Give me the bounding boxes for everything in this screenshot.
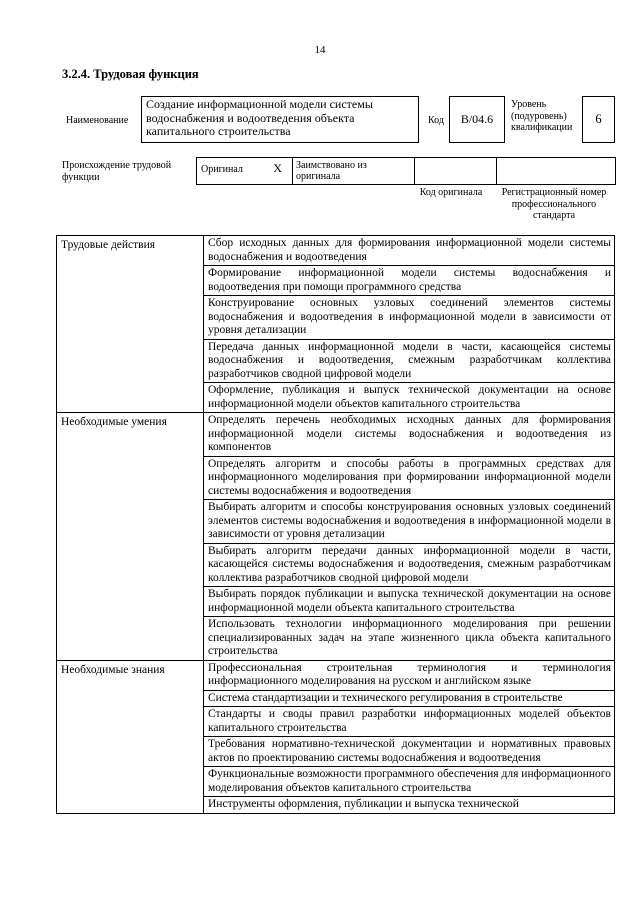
origin-original-mark: X	[273, 161, 282, 175]
origin-reg-caption: Регистрационный номер профессионального стандарта	[501, 187, 607, 221]
qualification-level-value: 6	[595, 112, 602, 126]
origin-label: Происхождение трудовой функции	[62, 160, 172, 183]
list-item: Определять алгоритм и способы работы в программных средствах для информационного моделирования при формировании информационной модели системы водоснабжения и водоотведения	[204, 456, 615, 500]
table-row	[57, 660, 615, 690]
code-label: Код	[428, 115, 444, 126]
list-item: Профессиональная строительная терминология и терминология информационного моделирования на русском и английском языке	[204, 660, 615, 690]
category-labor-actions: Трудовые действия	[57, 236, 204, 413]
list-item: Определять перечень необходимых исходных данных для формирования информационной модели системы водоснабжения и водоотведения из компонентов	[204, 413, 615, 457]
origin-original-label: Оригинал	[201, 164, 243, 175]
list-item: Формирование информационной модели системы водоснабжения и водоотведения при помощи программного средства	[204, 266, 615, 296]
table-row	[57, 413, 615, 457]
list-item: Выбирать алгоритм и способы конструирования основных узловых соединений элементов системы водоснабжения и водоотведения в информационной модели в зависимости от уровня детализации	[204, 500, 615, 544]
list-item: Система стандартизации и технического регулирования в строительстве	[204, 690, 615, 707]
name-label: Наименование	[66, 115, 129, 126]
origin-code-caption: Код оригинала	[419, 187, 483, 198]
origin-row	[196, 157, 616, 185]
category-required-knowledge: Необходимые знания	[57, 660, 204, 813]
table-row	[57, 236, 615, 266]
qualification-level-box	[582, 96, 615, 143]
list-item: Использовать технологии информационного моделирования при решении специализированных задач на этапе жизненного цикла объекта капитального строительства	[204, 617, 615, 661]
function-details-table	[56, 235, 615, 814]
category-required-skills: Необходимые умения	[57, 413, 204, 661]
qualification-level-label: Уровень (подуровень) квалификации	[511, 99, 573, 133]
origin-borrowed-cell	[293, 158, 415, 184]
list-item: Оформление, публикация и выпуск технической документации на основе информационной модели объектов капитального строительства	[204, 383, 615, 413]
origin-code-cell	[415, 158, 497, 184]
list-item: Выбирать порядок публикации и выпуска технической документации на основе информационной модели объекта капитального строительства	[204, 587, 615, 617]
page-number: 14	[314, 44, 326, 56]
function-name-box: Создание информационной модели системы водоснабжения и водоотведения объекта капитального строительства	[141, 96, 419, 143]
list-item: Выбирать алгоритм передачи данных информационной модели в части, касающейся системы водоснабжения и водоотведения, смежным разработчикам коллектива разработчиков сводной цифровой модели	[204, 543, 615, 587]
origin-borrowed-label: Заимствовано из оригинала	[296, 160, 367, 182]
list-item: Требования нормативно-технической документации и нормативных правовых актов по проектированию системы водоснабжения и водоотведения	[204, 737, 615, 767]
list-item: Сбор исходных данных для формирования информационной модели системы водоснабжения и водоотведения	[204, 236, 615, 266]
origin-original-cell	[197, 158, 293, 184]
list-item: Конструирование основных узловых соединений элементов системы водоснабжения и водоотведения в информационной модели в зависимости от уровня детализации	[204, 296, 615, 340]
function-code-box	[449, 96, 505, 143]
origin-reg-cell	[497, 158, 615, 184]
section-title: 3.2.4. Трудовая функция	[62, 67, 199, 81]
list-item: Передача данных информационной модели в части, касающейся системы водоснабжения и водоотведения, смежным разработчикам коллектива разработчиков сводной цифровой модели	[204, 339, 615, 383]
function-code-value: В/04.6	[460, 112, 494, 126]
list-item: Функциональные возможности программного обеспечения для информационного моделирования объектов капитального строительства	[204, 767, 615, 797]
list-item: Стандарты и своды правил разработки информационных моделей объектов капитального строительства	[204, 707, 615, 737]
list-item: Инструменты оформления, публикации и выпуска технической	[204, 797, 615, 814]
